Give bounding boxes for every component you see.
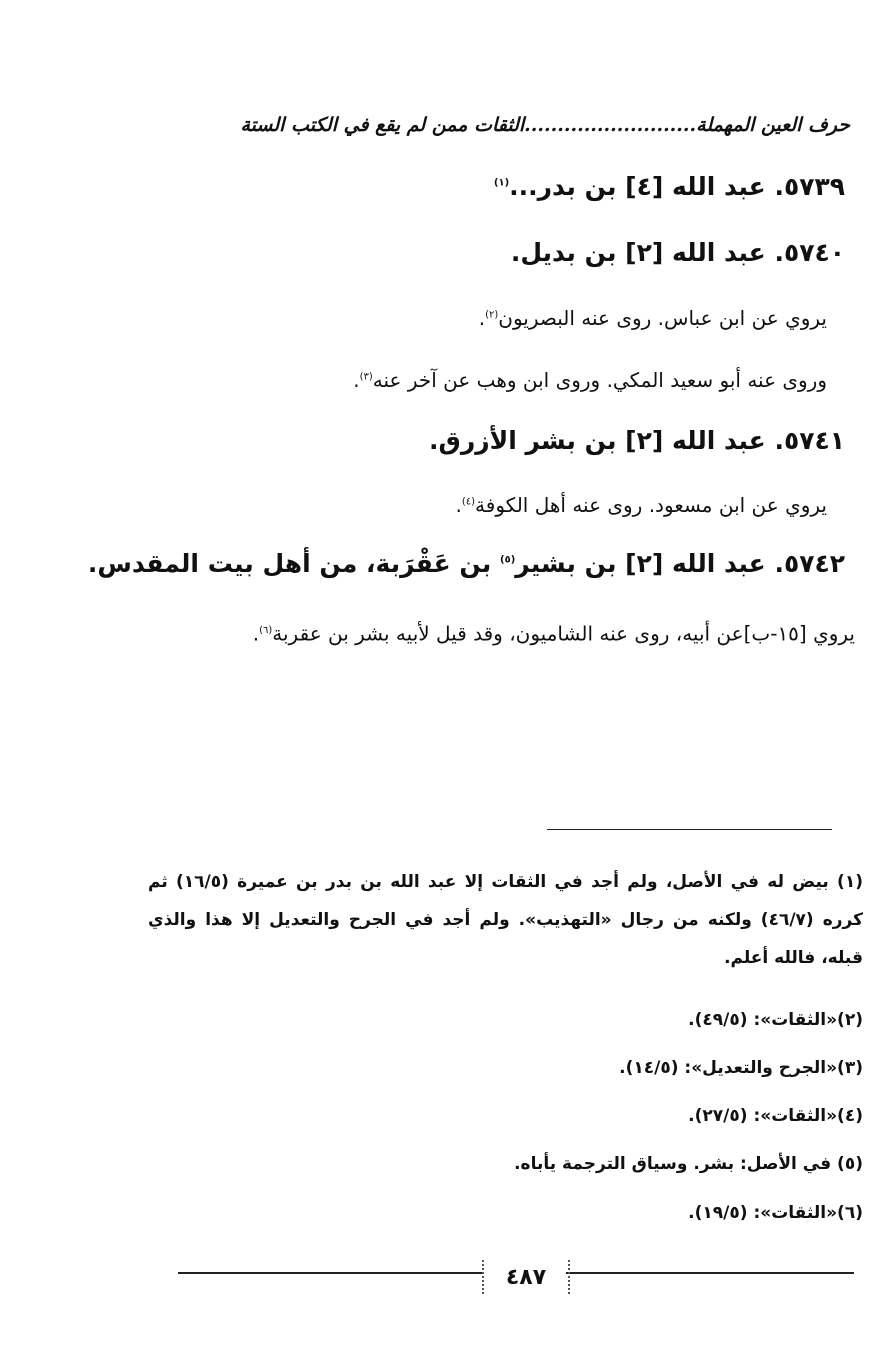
body-text: يروي [١٥-ب]عن أبيه، روى عنه الشاميون، وقد قيل لأبيه بشر بن عقربة [272, 621, 855, 646]
entry-title-5740: ٥٧٤٠. عبد الله [٢] بن بديل. [510, 238, 845, 267]
footnote-3: (٣)«الجرح والتعديل»: (١٤/٥). [619, 1058, 863, 1078]
footnote-1: (١) بيض له في الأصل، ولم أجد في الثقات إلا عبد الله بن بدر بن عميرة (١٦/٥) ثم كرره (٤٦/٧) ولكنه من رجال «التهذيب». ولم أجد في الجرح والتعديل إلا هذا والذي قبله، فالله أعلم. [148, 872, 863, 968]
page-number: ٤٨٧ [482, 1260, 570, 1294]
body-text: يروي عن ابن مسعود. روى عنه أهل الكوفة [475, 493, 827, 517]
footnote-ref: (٦) [259, 625, 273, 636]
footnote-2: (٢)«الثقات»: (٤٩/٥). [688, 1010, 863, 1030]
body-line-3: يروي عن ابن مسعود. روى عنه أهل الكوفة$^{(٤)}$. [455, 493, 827, 517]
entry-title-5739 [494, 172, 845, 201]
body-line-2: وروى عنه أبو سعيد المكي. وروى ابن وهب عن آخر عنه$^{(٣)}$. [353, 368, 827, 392]
entry-title-5741: ٥٧٤١. عبد الله [٢] بن بشر الأزرق. [428, 426, 845, 455]
footnote-ref: (٢) [485, 309, 499, 321]
footnote-ref: (٣) [359, 371, 373, 383]
entry-title-text: ٥٧٤٢. عبد الله [٢] بن بشير [515, 549, 845, 578]
footnote-ref: (٥) [500, 554, 516, 566]
footnote-ref: (٤) [461, 496, 476, 508]
entry-title-5742 [88, 549, 845, 578]
footnote-5: (٥) في الأصل: بشر. وسياق الترجمة يأباه. [514, 1154, 863, 1174]
entry-title-text: ٥٧٣٩. عبد الله [٤] بن بدر... [509, 172, 845, 201]
body-line-1: يروي عن ابن عباس. روى عنه البصريون$^{(٢)}$. [478, 306, 827, 330]
body-paragraph: يروي [١٥-ب]عن أبيه، روى عنه الشاميون، وقد قيل لأبيه بشر بن عقربة$^{(٦)}$. [252, 621, 855, 646]
footnote-separator [547, 829, 832, 830]
footer-rule-right [566, 1272, 854, 1274]
body-text: وروى عنه أبو سعيد المكي. وروى ابن وهب عن آخر عنه [372, 368, 827, 392]
footer-rule-left [178, 1272, 482, 1274]
footnote-6: (٦)«الثقات»: (١٩/٥). [688, 1203, 863, 1223]
footnote-ref: (١) [493, 177, 510, 189]
body-text: يروي عن ابن عباس. روى عنه البصريون [498, 306, 827, 330]
footnote-4: (٤)«الثقات»: (٢٧/٥). [688, 1106, 863, 1126]
entry-title-text: بن عَقْرَبة، من أهل بيت المقدس. [87, 549, 501, 578]
running-head: حرف العين المهملة..........................الثقات ممن لم يقع في الكتب الستة [240, 114, 850, 136]
